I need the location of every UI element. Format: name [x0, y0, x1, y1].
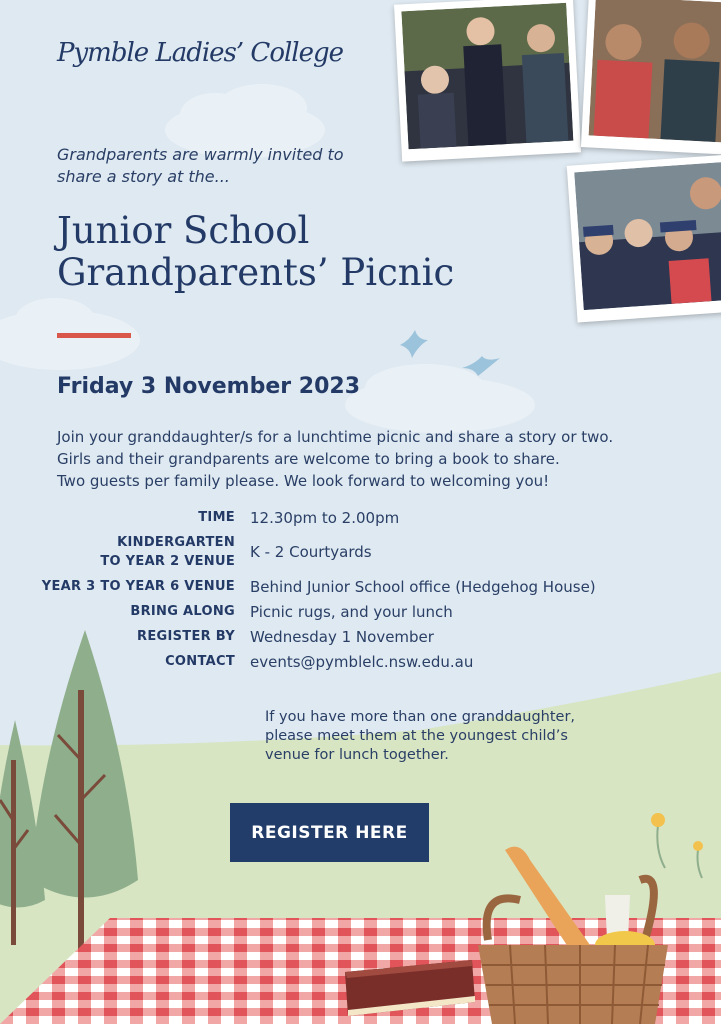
- event-description: [57, 426, 677, 492]
- description-line: Two guests per family please. We look forward to welcoming you!: [57, 472, 550, 490]
- photo-grandmother-granddaughter: [394, 0, 581, 162]
- detail-value: Behind Junior School office (Hedgehog House): [250, 577, 596, 596]
- event-details: [40, 508, 680, 677]
- detail-row-year3-6-venue: [40, 577, 680, 596]
- venue-note: [265, 708, 625, 765]
- detail-value: K - 2 Courtyards: [250, 543, 372, 561]
- detail-label-line: KINDERGARTEN: [117, 535, 235, 550]
- detail-label: BRING ALONG: [130, 604, 235, 619]
- note-line: venue for lunch together.: [265, 747, 449, 763]
- college-logo: Pymble Ladies’ College: [57, 38, 344, 68]
- note-line: please meet them at the youngest child’s: [265, 728, 568, 744]
- detail-label: [40, 533, 250, 571]
- detail-row-contact: [40, 652, 680, 671]
- contact-email-link[interactable]: events@pymblelc.nsw.edu.au: [250, 652, 474, 671]
- photo-grandmother-granddaughter-2: [581, 0, 721, 155]
- detail-label: YEAR 3 TO YEAR 6 VENUE: [41, 579, 235, 594]
- detail-label: CONTACT: [165, 654, 235, 669]
- intro-line: share a story at the...: [57, 167, 230, 186]
- detail-value: Picnic rugs, and your lunch: [250, 602, 453, 621]
- detail-row-register-by: [40, 627, 680, 646]
- detail-label: REGISTER BY: [137, 629, 235, 644]
- detail-row-k2-venue: [40, 533, 680, 571]
- title-line: Grandparents’ Picnic: [57, 251, 455, 294]
- detail-value: Wednesday 1 November: [250, 627, 434, 646]
- detail-value: 12.30pm to 2.00pm: [250, 508, 400, 527]
- detail-label: TIME: [198, 510, 235, 525]
- description-line: Join your granddaughter/s for a lunchtime picnic and share a story or two.: [57, 428, 614, 446]
- intro-text: [57, 144, 387, 188]
- detail-row-time: [40, 508, 680, 527]
- note-line: If you have more than one granddaughter,: [265, 709, 576, 725]
- register-button[interactable]: REGISTER HERE: [230, 803, 429, 862]
- page-title: [57, 210, 454, 294]
- intro-line: Grandparents are warmly invited to: [57, 145, 344, 164]
- event-date: Friday 3 November 2023: [57, 374, 361, 399]
- detail-label-line: TO YEAR 2 VENUE: [100, 554, 235, 569]
- title-line: Junior School: [57, 209, 310, 252]
- accent-divider: [57, 333, 131, 338]
- description-line: Girls and their grandparents are welcome to bring a book to share.: [57, 450, 560, 468]
- detail-row-bring-along: [40, 602, 680, 621]
- photo-grandfather-granddaughters: [567, 154, 721, 322]
